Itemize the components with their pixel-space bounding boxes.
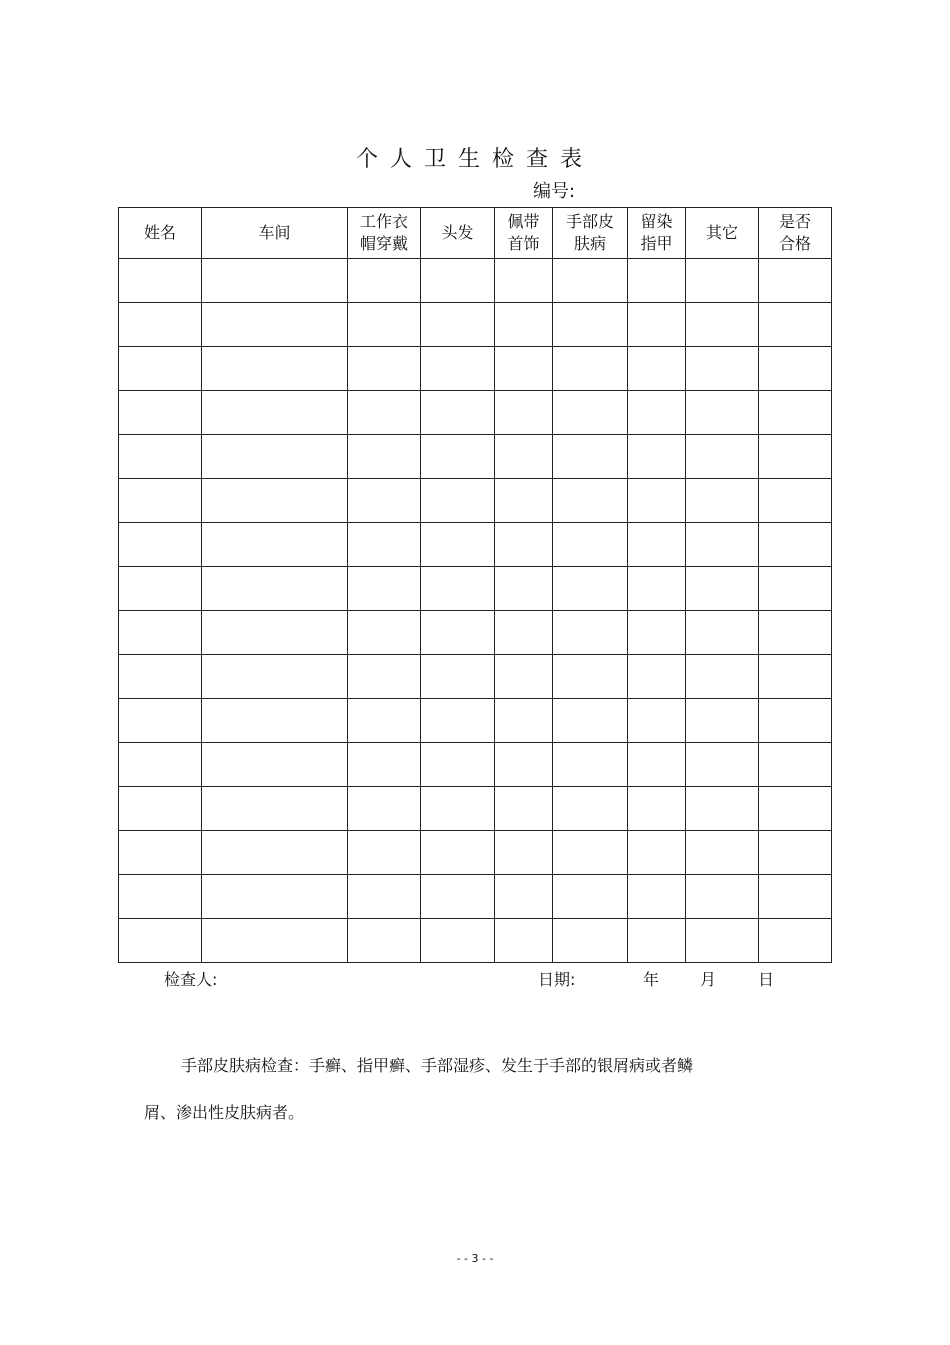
table-cell[interactable] — [553, 743, 628, 787]
table-cell[interactable] — [759, 435, 832, 479]
table-cell[interactable] — [495, 259, 553, 303]
table-cell[interactable] — [686, 655, 759, 699]
column-header-name: 姓名 — [119, 208, 202, 259]
table-cell[interactable] — [759, 303, 832, 347]
table-cell[interactable] — [421, 391, 495, 435]
table-row — [119, 303, 832, 347]
table-cell[interactable] — [628, 875, 686, 919]
table-row — [119, 259, 832, 303]
table-cell[interactable] — [421, 479, 495, 523]
table-cell[interactable] — [202, 391, 348, 435]
table-cell[interactable] — [202, 743, 348, 787]
table-cell[interactable] — [628, 655, 686, 699]
table-cell[interactable] — [348, 567, 421, 611]
table-cell[interactable] — [759, 259, 832, 303]
table-cell[interactable] — [495, 303, 553, 347]
table-cell[interactable] — [495, 743, 553, 787]
table-row — [119, 567, 832, 611]
table-cell[interactable] — [119, 787, 202, 831]
table-cell[interactable] — [553, 479, 628, 523]
table-cell[interactable] — [495, 391, 553, 435]
table-cell[interactable] — [119, 347, 202, 391]
hygiene-inspection-table — [118, 207, 832, 963]
table-row — [119, 479, 832, 523]
table-cell[interactable] — [119, 567, 202, 611]
table-cell[interactable] — [421, 787, 495, 831]
table-cell[interactable] — [119, 479, 202, 523]
table-cell[interactable] — [421, 655, 495, 699]
table-cell[interactable] — [421, 303, 495, 347]
form-title: 个人卫生检查表 — [355, 147, 594, 172]
table-cell[interactable] — [202, 259, 348, 303]
column-header-hair: 头发 — [421, 208, 495, 259]
table-cell[interactable] — [553, 875, 628, 919]
table-cell[interactable] — [119, 743, 202, 787]
table-cell[interactable] — [202, 787, 348, 831]
table-cell[interactable] — [628, 523, 686, 567]
table-cell[interactable] — [202, 347, 348, 391]
table-cell[interactable] — [759, 875, 832, 919]
table-cell[interactable] — [348, 787, 421, 831]
table-cell[interactable] — [202, 567, 348, 611]
date-label: 日期: — [538, 970, 576, 989]
table-row — [119, 611, 832, 655]
table-cell[interactable] — [119, 303, 202, 347]
table-cell[interactable] — [421, 831, 495, 875]
table-cell[interactable] — [686, 523, 759, 567]
table-cell[interactable] — [348, 303, 421, 347]
table-cell[interactable] — [628, 479, 686, 523]
table-cell[interactable] — [202, 435, 348, 479]
table-cell[interactable] — [553, 259, 628, 303]
table-cell[interactable] — [119, 919, 202, 963]
table-cell[interactable] — [348, 743, 421, 787]
table-cell[interactable] — [553, 523, 628, 567]
table-row — [119, 875, 832, 919]
table-cell[interactable] — [348, 831, 421, 875]
column-header-work-clothes: 工作衣 帽穿戴 — [348, 208, 421, 259]
table-cell[interactable] — [348, 391, 421, 435]
table-cell[interactable] — [348, 259, 421, 303]
table-cell[interactable] — [628, 699, 686, 743]
table-cell[interactable] — [686, 919, 759, 963]
table-cell[interactable] — [119, 391, 202, 435]
table-cell[interactable] — [348, 611, 421, 655]
table-cell[interactable] — [119, 611, 202, 655]
column-header-jewelry: 佩带 首饰 — [495, 208, 553, 259]
table-cell[interactable] — [553, 347, 628, 391]
table-cell[interactable] — [202, 875, 348, 919]
table-cell[interactable] — [759, 831, 832, 875]
column-header-hand-skin-disease: 手部皮 肤病 — [553, 208, 628, 259]
table-cell[interactable] — [495, 611, 553, 655]
table-row — [119, 435, 832, 479]
table-cell[interactable] — [348, 919, 421, 963]
table-cell[interactable] — [759, 391, 832, 435]
table-cell[interactable] — [553, 655, 628, 699]
table-cell[interactable] — [495, 875, 553, 919]
table-cell[interactable] — [495, 479, 553, 523]
table-cell[interactable] — [348, 347, 421, 391]
table-row — [119, 347, 832, 391]
table-cell[interactable] — [628, 391, 686, 435]
table-cell[interactable] — [759, 655, 832, 699]
table-cell[interactable] — [119, 435, 202, 479]
table-cell[interactable] — [348, 699, 421, 743]
table-cell[interactable] — [119, 699, 202, 743]
table-cell[interactable] — [628, 303, 686, 347]
table-cell[interactable] — [202, 699, 348, 743]
table-cell[interactable] — [202, 831, 348, 875]
table-cell[interactable] — [759, 743, 832, 787]
table-cell[interactable] — [348, 479, 421, 523]
table-cell[interactable] — [495, 567, 553, 611]
table-row — [119, 523, 832, 567]
table-cell[interactable] — [759, 787, 832, 831]
table-row — [119, 699, 832, 743]
table-cell[interactable] — [119, 875, 202, 919]
table-header-row — [119, 208, 832, 259]
table-cell[interactable] — [553, 303, 628, 347]
table-cell[interactable] — [553, 699, 628, 743]
table-cell[interactable] — [421, 611, 495, 655]
table-cell[interactable] — [553, 919, 628, 963]
table-cell[interactable] — [348, 523, 421, 567]
table-cell[interactable] — [202, 523, 348, 567]
table-cell[interactable] — [421, 259, 495, 303]
column-header-qualified: 是否 合格 — [759, 208, 832, 259]
table-cell[interactable] — [202, 303, 348, 347]
table-cell[interactable] — [348, 875, 421, 919]
table-cell[interactable] — [202, 611, 348, 655]
month-label: 月 — [700, 970, 717, 989]
table-cell[interactable] — [119, 523, 202, 567]
column-header-nails: 留染 指甲 — [628, 208, 686, 259]
table-cell[interactable] — [348, 655, 421, 699]
table-cell[interactable] — [495, 523, 553, 567]
table-cell[interactable] — [119, 655, 202, 699]
table-cell[interactable] — [759, 479, 832, 523]
table-cell[interactable] — [686, 303, 759, 347]
table-cell[interactable] — [553, 611, 628, 655]
table-cell[interactable] — [421, 919, 495, 963]
table-row — [119, 919, 832, 963]
table-cell[interactable] — [495, 435, 553, 479]
table-cell[interactable] — [495, 347, 553, 391]
table-cell[interactable] — [686, 831, 759, 875]
table-cell[interactable] — [686, 743, 759, 787]
table-cell[interactable] — [628, 831, 686, 875]
table-cell[interactable] — [686, 699, 759, 743]
table-cell[interactable] — [202, 655, 348, 699]
table-cell[interactable] — [686, 347, 759, 391]
table-cell[interactable] — [421, 347, 495, 391]
table-cell[interactable] — [759, 523, 832, 567]
table-cell[interactable] — [686, 479, 759, 523]
table-cell[interactable] — [421, 699, 495, 743]
table-row — [119, 655, 832, 699]
table-cell[interactable] — [759, 567, 832, 611]
table-cell[interactable] — [759, 919, 832, 963]
note-line-1: 手部皮肤病检查：手癣、指甲癣、手部湿疹、发生于手部的银屑病或者鳞 — [181, 1056, 694, 1075]
table-cell[interactable] — [628, 611, 686, 655]
column-header-workshop: 车间 — [202, 208, 348, 259]
table-cell[interactable] — [553, 435, 628, 479]
table-cell[interactable] — [628, 435, 686, 479]
table-row — [119, 743, 832, 787]
inspector-label: 检查人: — [164, 970, 218, 989]
table-cell[interactable] — [495, 919, 553, 963]
table-cell[interactable] — [348, 435, 421, 479]
table-cell[interactable] — [628, 567, 686, 611]
table-cell[interactable] — [119, 831, 202, 875]
table-cell[interactable] — [759, 611, 832, 655]
table-cell[interactable] — [686, 787, 759, 831]
table-row — [119, 391, 832, 435]
table-cell[interactable] — [421, 523, 495, 567]
table-cell[interactable] — [686, 611, 759, 655]
table-cell[interactable] — [628, 259, 686, 303]
table-row — [119, 787, 832, 831]
table-cell[interactable] — [421, 743, 495, 787]
serial-number-label: 编号: — [533, 181, 576, 202]
table-cell[interactable] — [202, 919, 348, 963]
table-cell[interactable] — [759, 699, 832, 743]
table-cell[interactable] — [686, 875, 759, 919]
table-cell[interactable] — [421, 567, 495, 611]
table-cell[interactable] — [553, 567, 628, 611]
table-cell[interactable] — [759, 347, 832, 391]
table-cell[interactable] — [495, 831, 553, 875]
table-cell[interactable] — [495, 655, 553, 699]
table-cell[interactable] — [553, 787, 628, 831]
table-cell[interactable] — [421, 435, 495, 479]
table-cell[interactable] — [628, 919, 686, 963]
day-label: 日 — [758, 970, 775, 989]
table-cell[interactable] — [495, 699, 553, 743]
table-cell[interactable] — [686, 567, 759, 611]
table-cell[interactable] — [628, 743, 686, 787]
table-cell[interactable] — [686, 435, 759, 479]
table-cell[interactable] — [686, 259, 759, 303]
table-cell[interactable] — [628, 347, 686, 391]
table-cell[interactable] — [495, 787, 553, 831]
table-cell[interactable] — [202, 479, 348, 523]
year-label: 年 — [643, 970, 660, 989]
note-line-2: 屑、渗出性皮肤病者。 — [144, 1103, 305, 1122]
table-cell[interactable] — [119, 259, 202, 303]
table-cell[interactable] — [628, 787, 686, 831]
table-row — [119, 831, 832, 875]
table-cell[interactable] — [553, 391, 628, 435]
table-cell[interactable] — [421, 875, 495, 919]
page-number: - - 3 - - — [456, 1252, 494, 1265]
column-header-other: 其它 — [686, 208, 759, 259]
table-cell[interactable] — [686, 391, 759, 435]
table-body — [119, 259, 832, 963]
table-cell[interactable] — [553, 831, 628, 875]
